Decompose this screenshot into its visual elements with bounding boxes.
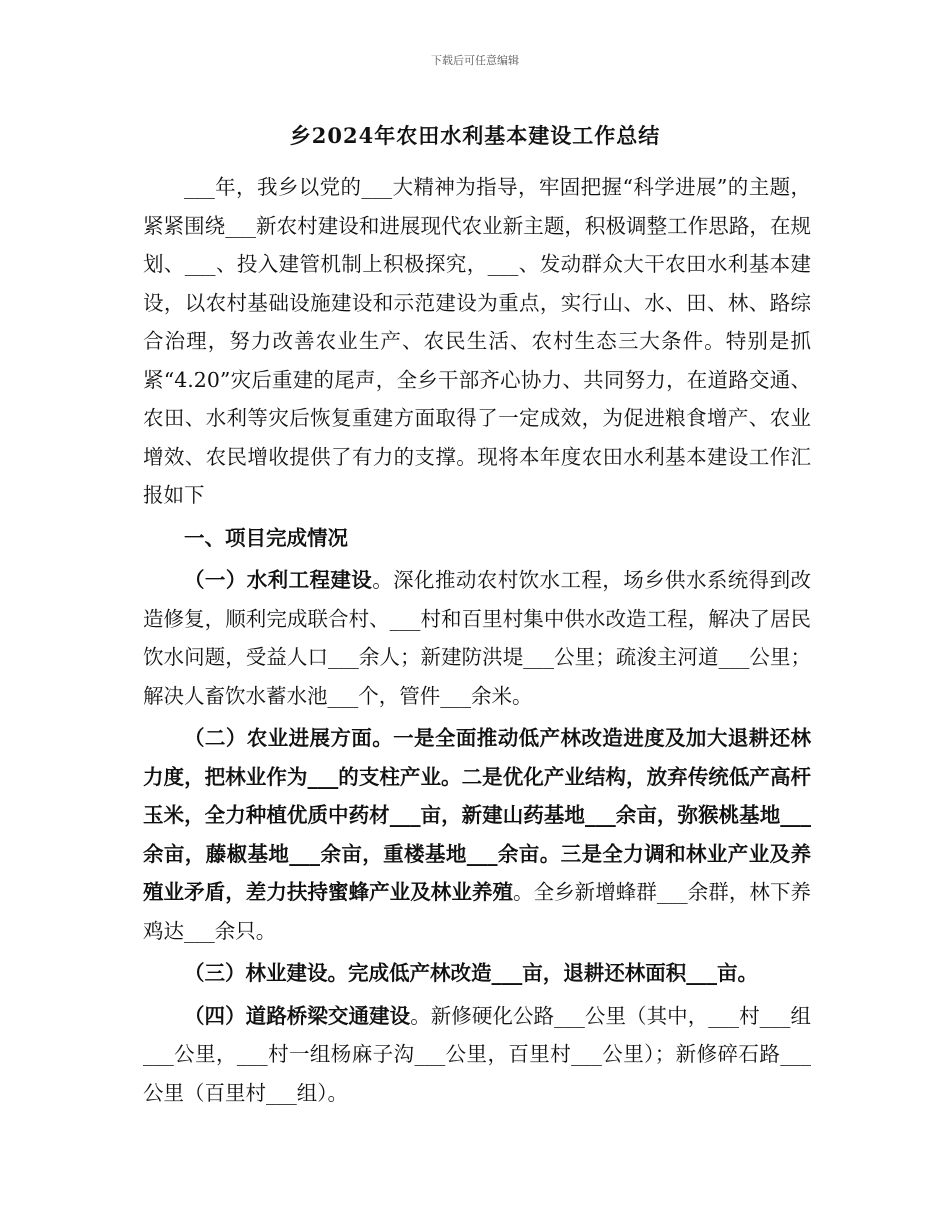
paragraph-heading: （四）道路桥梁交通建设 [184,1003,411,1028]
paragraph-agriculture [143,719,811,950]
paragraph-roads [143,997,811,1113]
paragraph-text: 。全乡新增蜂群___余群，林下养鸡达___余只。 [143,880,811,943]
paragraph-forestry: （三）林业建设。完成低产林改造___亩，退耕还林面积___亩。 [184,961,758,985]
section-heading-1: 一、项目完成情况 [184,525,348,550]
paragraph-heading: （一）水利工程建设 [184,568,373,592]
intro-paragraph: ___年，我乡以党的___大精神为指导，牢固把握“科学进展”的主题，紧紧围绕___新农村建设和进展现代农业新主题，积极调整工作思路，在规划、___、投入建管机制上积极探究，___、发动群众大干农田水利基本建设，以农村基础设施建设和示范建设为重点，实行山、水、田、林、路综合治理，努力改善农业生产、农民生活、农村生态三大条件。特别是抓紧“4.20”灾后重建的尾声，全乡干部齐心协力、共同努力，在道路交通、农田、水利等灾后恢复重建方面取得了一定成效，为促进粮食增产、农业增效、农民增收提供了有力的支撑。现将本年度农田水利基本建设工作汇报如下 [143,175,811,507]
paragraph-text: 。深化推动农村饮水工程，场乡供水系统得到改造修复，顺利完成联合村、___村和百里村集中供水改造工程，解决了居民饮水问题，受益人口___余人；新建防洪堤___公里；疏浚主河道___公里；解决人畜饮水蓄水池___个，管件___余米。 [143,568,812,708]
document-title: 乡2024年农田水利基本建设工作总结 [289,123,661,148]
document-body [143,168,811,1112]
paragraph-water-conservancy [143,561,811,715]
page-header: 下载后可任意编辑 [431,54,519,67]
paragraph-text: 。新修硬化公路___公里（其中，___村___组___公里，___村一组杨麻子沟___公里，百里村___公里）；新修碎石路___公里（百里村___组）。 [143,1003,811,1105]
paragraph-bold-text: （二）农业进展方面。一是全面推动低产林改造进度及加大退耕还林力度，把林业作为___的支柱产业。二是优化产业结构，放弃传统低产高杆玉米，全力种植优质中药材___亩，新建山药基地___余亩，弥猴桃基地___余亩，藤椒基地___余亩，重楼基地___余亩。三是全力调和林业产业及养殖业矛盾，差力扶持蜜蜂产业及林业养殖 [143,726,811,904]
